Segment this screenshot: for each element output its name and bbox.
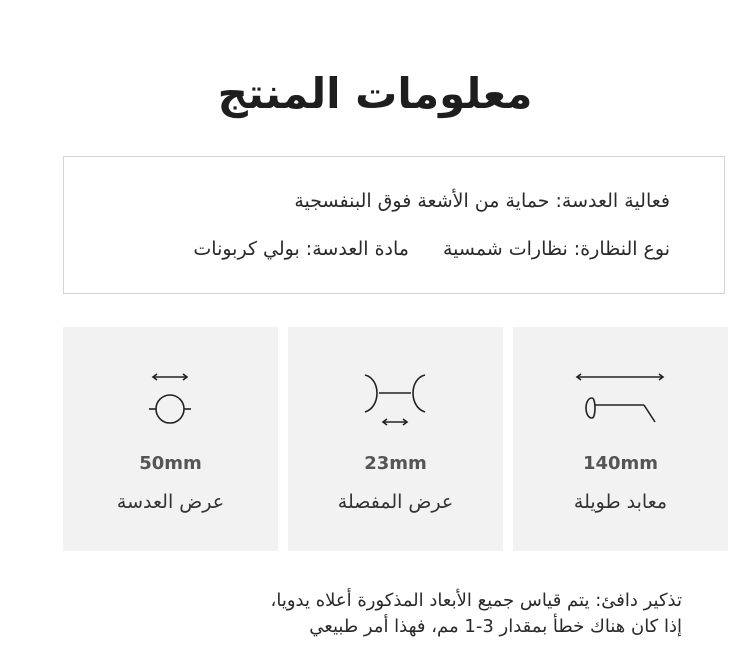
note-line-1: تذكير دافئ: يتم قياس جميع الأبعاد المذكورة أعلاه يدويا،	[270, 590, 682, 611]
bridge-width-value: 23mm	[364, 453, 427, 474]
temple-length-value: 140mm	[582, 453, 659, 474]
lens-material-text: مادة العدسة: بولي كربونات	[193, 238, 409, 260]
note-line-2: إذا كان هناك خطأ بمقدار 3-1 مم، فهذا أمر طبيعي	[309, 616, 682, 637]
temple-length-label: معابد طويلة	[573, 491, 668, 513]
bridge-width-card	[288, 327, 503, 551]
temple-length-icon	[570, 367, 670, 437]
bridge-width-icon	[345, 367, 445, 437]
lens-effect-text: فعالية العدسة: حماية من الأشعة فوق البنفسجية	[294, 190, 670, 212]
lens-width-card	[63, 327, 278, 551]
lens-width-icon	[120, 367, 220, 437]
product-info-box	[63, 156, 725, 294]
lens-width-label: عرض العدسة	[116, 491, 225, 513]
dimension-cards	[63, 327, 728, 551]
glasses-type-text: نوع النظارة: نظارات شمسية	[442, 238, 670, 260]
page-title: معلومات المنتج	[217, 69, 533, 118]
lens-width-value: 50mm	[139, 453, 202, 474]
temple-length-card	[513, 327, 728, 551]
measurement-note	[271, 588, 682, 640]
bridge-width-label: عرض المفصلة	[337, 491, 454, 513]
glasses-info-row	[193, 235, 670, 263]
